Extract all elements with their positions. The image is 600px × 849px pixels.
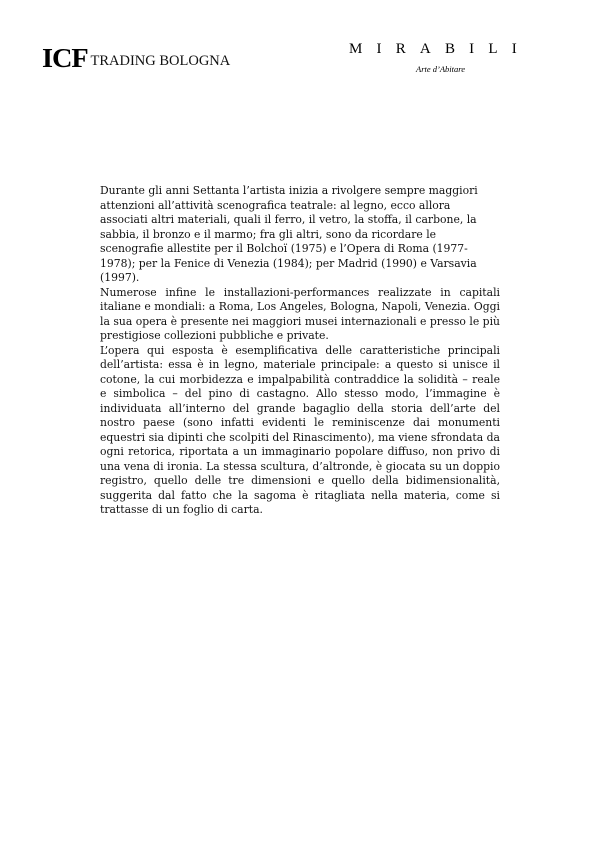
mirabili-tagline: Arte d’Abitare: [416, 64, 466, 74]
paragraph: L’opera qui esposta è esemplificativa delle caratteristiche principali dell’artista: essa è in legno, materiale principale: a questo si unisce il cotone, la cui morbidezza e impalpabilità contraddice la solidità – reale e simbolica – del pino di castagno. Allo stesso modo, l’immagine è individuata all’interno del grande bagaglio della storia dell’arte del nostro paese (sono infatti evidenti le reminiscenze dai monumenti equestri sia dipinti che scolpiti del Rinascimento), ma viene sfrondata da ogni retorica, riportata a un immaginario popolare diffuso, non privo di una vena di ironia. La stessa scultura, d’altronde, è giocata su un doppio registro, quello delle tre dimensioni e quello della bidimensionalità, suggerita dal fatto che la sagoma è ritagliata nella materia, come si trattasse di un foglio di carta.: [100, 343, 500, 516]
icf-logo-mark: ICF: [42, 43, 88, 73]
icf-logo-text: TRADING BOLOGNA: [90, 53, 231, 69]
paragraph: Numerose infine le installazioni-performances realizzate in capitali italiane e mondiali: a Roma, Los Angeles, Bologna, Napoli, Venezia. Oggi la sua opera è presente nei maggiori musei internazionali e presso le più prestigiose collezioni pubbliche e private.: [100, 285, 500, 342]
mirabili-logo: [349, 40, 559, 74]
mirabili-brand: MIRABILI: [349, 41, 531, 57]
icf-trading-logo: [42, 42, 231, 73]
document-body: [100, 184, 500, 518]
paragraph: Durante gli anni Settanta l’artista inizia a rivolgere sempre maggiori attenzioni all’attività scenografica teatrale: al legno, ecco allora associati altri materiali, quali il ferro, il vetro, la stoffa, il carbone, la sabbia, il bronzo e il marmo; fra gli altri, sono da ricordare le scenografie allestite per il Bolchoï (1975) e l’Opera di Roma (1977-1978); per la Fenice di Venezia (1984); per Madrid (1990) e Varsavia (1997).: [100, 184, 478, 284]
